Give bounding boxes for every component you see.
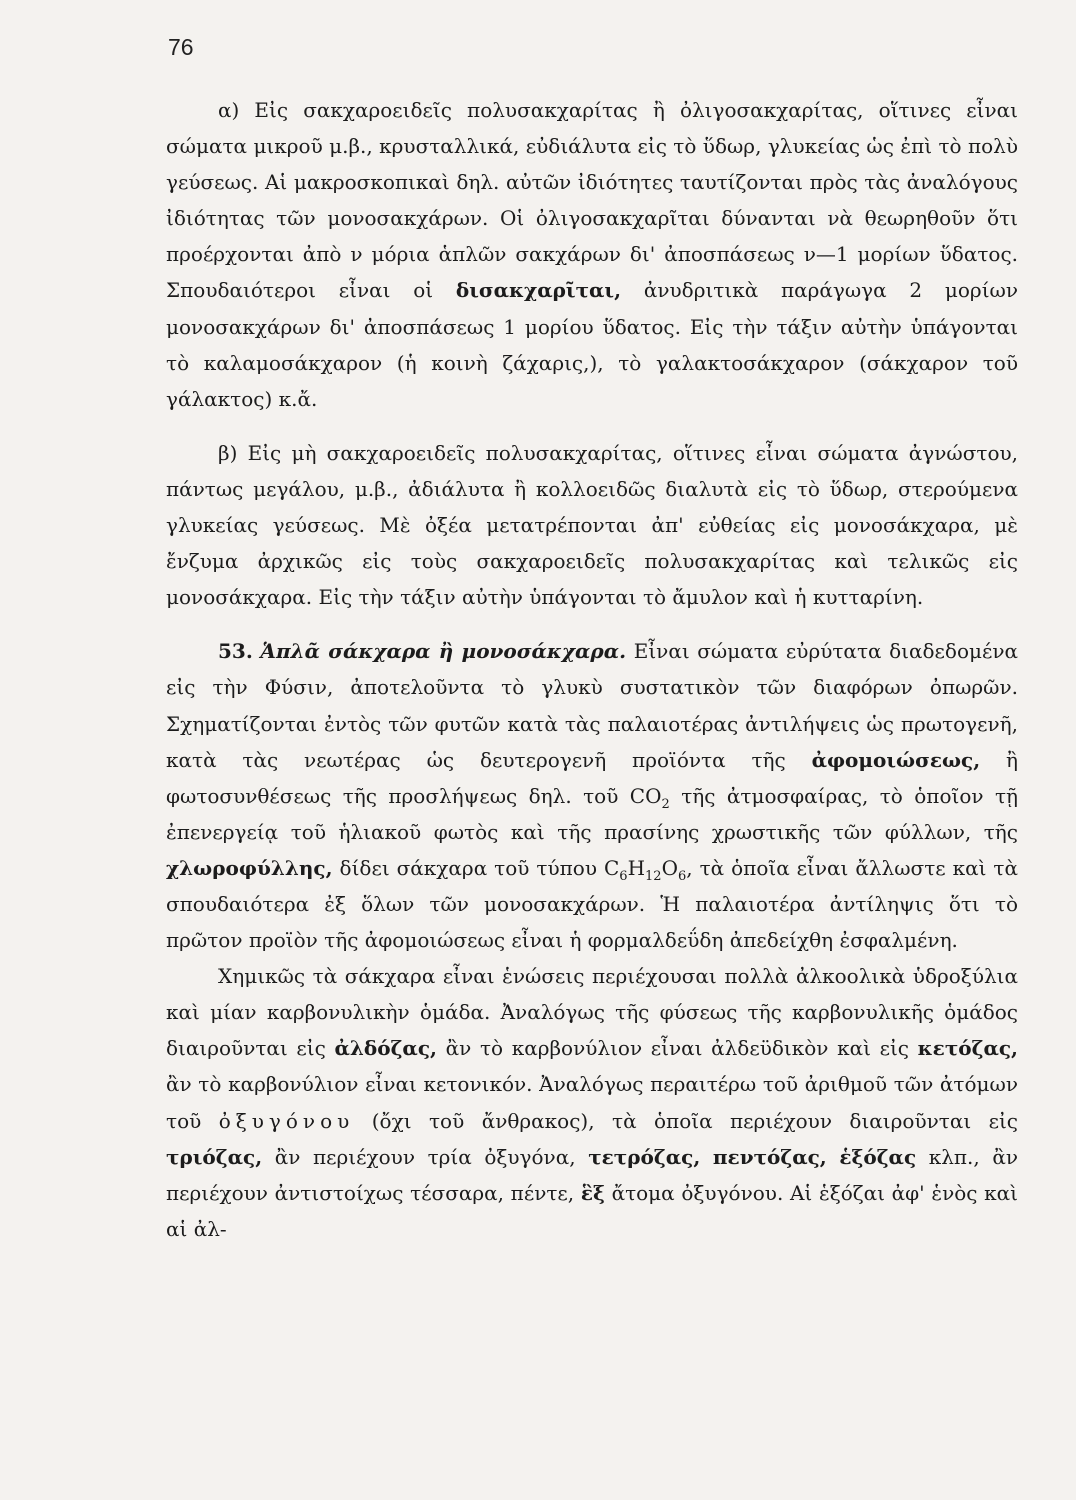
term-trioses: τριόζας, — [166, 1144, 263, 1169]
term-hexoses: ἑξόζας — [839, 1144, 917, 1169]
chem-text-1: Χημικῶς τὰ σάκχαρα εἶναι ἑνώσεις περιέχουσαι πολλὰ ἀλκοολικὰ ὑδροξύλια καὶ μίαν καρβονυλικὴν ὁμάδα. Ἀναλόγως τῆς φύσεως τῆς καρβονυλικῆς ὁμάδος διαιροῦνται εἰς — [166, 964, 1018, 1061]
section-53-formula: δίδει σάκχαρα τοῦ τύπου $C_6H_{12}O_6$, τὰ ὁποῖα εἶναι ἄλλωστε καὶ τὰ σπουδαιότερα ἐξ ὅλων τῶν μονοσακχάρων. Ἡ παλαιοτέρα ἀντίληψις ὅτι τὸ πρῶτον προϊὸν τῆς ἀφομοιώσεως εἶναι ἡ φορμαλδεΰδη ἀπεδείχθη ἐσφαλμένη. — [166, 855, 1018, 953]
term-assimilation: ἀφομοιώσεως, — [811, 747, 981, 772]
term-disaccharides: δισακχαρῖται, — [455, 278, 622, 303]
chem-text-2: ἂν τὸ καρβονύλιον εἶναι ἀλδεϋδικὸν καὶ εἰς — [445, 1036, 910, 1061]
beta-text: β) Εἰς μὴ σακχαροειδεῖς πολυσακχαρίτας, οἵτινες εἶναι σώματα ἀγνώστου, πάντως μεγάλου, μ.β., ἀδιάλυτα ἢ κολλοειδῶς διαλυτὰ εἰς τὸ ὕδωρ, στερούμενα γλυκείας γεύσεως. Μὲ ὀξέα μετατρέπονται ἀπ' εὐθείας εἰς μονοσάκχαρα, μὲ ἔνζυμα ἀρχικῶς εἰς τοὺς σακχαροειδεῖς πολυσακχαρίτας καὶ τελικῶς εἰς μονοσάκχαρα. Εἰς τὴν τάξιν αὐτὴν ὑπάγονται τὸ ἄμυλον καὶ ἡ κυτταρίνη. — [166, 440, 1018, 610]
paragraph-chemistry — [166, 958, 1018, 1247]
chem-text-3: ἂν τὸ καρβονύλιον εἶναι κετονικόν. Ἀναλόγως περαιτέρω τοῦ ἀριθμοῦ τῶν ἀτόμων τοῦ — [166, 1072, 1018, 1133]
chem-text-6: κλπ., ἂν περιέχουν ἀντιστοίχως τέσσαρα, πέντε, — [166, 1144, 1019, 1205]
page-body — [166, 92, 1018, 1247]
page-number: 76 — [168, 34, 194, 60]
chem-text-5: ἂν περιέχουν τρία ὀξυγόνα, — [274, 1144, 576, 1169]
section-53-text-3: τῆς ἀτμοσφαίρας, τὸ ὁποῖον τῇ ἐπενεργείᾳ τοῦ ἡλιακοῦ φωτὸς καὶ τῆς πρασίνης χρωστικῆς τῶν φύλλων, τῆς — [166, 783, 1018, 844]
alpha-rest: ἀνυδριτικὰ παράγωγα 2 μορίων μονοσακχάρων δι' ἀποσπάσεως 1 μορίου ὕδατος. Εἰς τὴν τάξιν αὐτὴν ὑπάγονται τὸ καλαμοσάκχαρον (ἡ κοινὴ ζάχαρις,), τὸ γαλακτοσάκχαρον (σάκχαρον τοῦ γάλακτος) κ.ἄ. — [166, 278, 1019, 411]
co2-subscript: 2 — [661, 796, 670, 812]
paragraph-alpha — [166, 92, 1018, 417]
term-aldoses: ἀλδόζας, — [334, 1036, 437, 1061]
section-53-text-2: ἢ φωτοσυνθέσεως τῆς προσλήψεως δηλ. τοῦ $CO_2$ — [166, 747, 1019, 812]
section-53 — [166, 633, 1018, 958]
term-pentoses: πεντόζας, — [712, 1144, 827, 1169]
chem-text-7: ἄτομα ὀξυγόνου. Αἱ ἑξόζαι ἀφ' ἑνὸς καὶ αἱ ἀλ- — [166, 1180, 1019, 1241]
paragraph-beta — [166, 435, 1018, 615]
section-53-text-1: Εἶναι σώματα εὐρύτατα διαδεδομένα εἰς τὴν Φύσιν, ἀποτελοῦντα τὸ γλυκὺ συστατικὸν τῶν διαφόρων ὀπωρῶν. Σχηματίζονται ἐντὸς τῶν φυτῶν κατὰ τὰς παλαιοτέρας ἀντιλήψεις ὡς πρωτογενῆ, κατὰ τὰς νεωτέρας ὡς δευτερογενῆ προϊόντα τῆς — [166, 639, 1019, 772]
term-chlorophyll: χλωροφύλλης, — [166, 855, 333, 880]
alpha-text: α) Εἰς σακχαροειδεῖς πολυσακχαρίτας ἢ ὀλιγοσακχαρίτας, οἵτινες εἶναι σώματα μικροῦ μ.β., κρυσταλλικά, εὐδιάλυτα εἰς τὸ ὕδωρ, γλυκείας ὡς ἐπὶ τὸ πολὺ γεύσεως. Αἱ μακροσκοπικαὶ δηλ. αὐτῶν ἰδιότητες ταυτίζονται πρὸς τὰς ἀναλόγους ἰδιότητας τῶν μονοσακχάρων. Οἱ ὀλιγοσακχαρῖται δύνανται νὰ θεωρηθοῦν ὅτι προέρχονται ἀπὸ ν μόρια ἁπλῶν σακχάρων δι' ἀποσπάσεως ν—1 μορίων ὕδατος. Σπουδαιότεροι εἶναι οἱ — [166, 98, 1018, 303]
term-ketoses: κετόζας, — [917, 1036, 1018, 1061]
word-six: ἓξ — [580, 1180, 605, 1205]
section-number: 53. — [218, 639, 253, 664]
section-title: Ἁπλᾶ σάκχαρα ἢ μονοσάκχαρα. — [260, 639, 627, 664]
spaced-word-oxygen: ὀξυγόνου — [218, 1108, 355, 1133]
chem-text-4: (ὄχι τοῦ ἄνθρακος), τὰ ὁποῖα περιέχουν διαιροῦνται εἰς — [371, 1108, 1019, 1133]
term-tetroses: τετρόζας, — [588, 1144, 701, 1169]
